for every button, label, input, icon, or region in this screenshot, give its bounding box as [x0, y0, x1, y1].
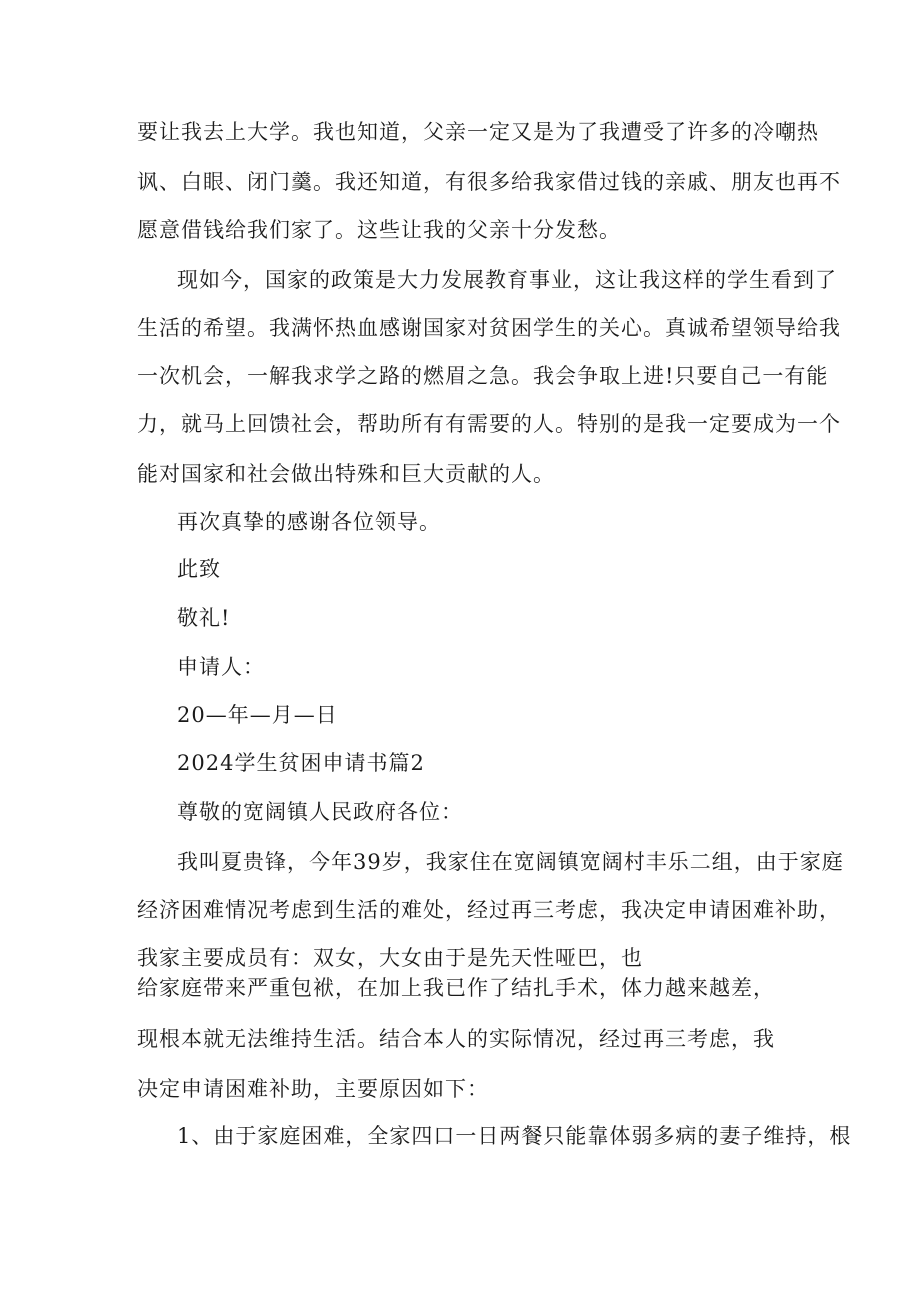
- paragraph-line: 要让我去上大学。我也知道，父亲一定又是为了我遭受了许多的冷嘲热: [137, 120, 819, 144]
- date-line: 20—年—月—日: [177, 703, 338, 727]
- paragraph-line: 一次机会，一解我求学之路的燃眉之急。我会争取上进!只要自己一有能: [137, 364, 829, 388]
- closing-jingli: 敬礼!: [177, 606, 231, 630]
- thanks-line: 再次真挚的感谢各位领导。: [177, 510, 441, 534]
- paragraph-line: 生活的希望。我满怀热血感谢国家对贫困学生的关心。真诚希望领导给我: [137, 316, 841, 340]
- paragraph-line: 决定申请困难补助，主要原因如下：: [137, 1077, 489, 1101]
- paragraph-line: 力，就马上回馈社会，帮助所有有需要的人。特别的是我一定要成为一个: [137, 412, 841, 436]
- paragraph-line: 现根本就无法维持生活。结合本人的实际情况，经过再三考虑，我: [137, 1027, 775, 1051]
- paragraph-line: 讽、白眼、闭门羹。我还知道，有很多给我家借过钱的亲戚、朋友也再不: [137, 170, 841, 194]
- paragraph-line: 经济困难情况考虑到生活的难处，经过再三考虑，我决定申请困难补助，: [137, 898, 841, 922]
- list-item-1: 1、由于家庭困难，全家四口一日两餐只能靠体弱多病的妻子维持，根: [177, 1124, 852, 1148]
- paragraph-line: 我叫夏贵锋，今年39岁，我家住在宽阔镇宽阔村丰乐二组，由于家庭: [177, 850, 844, 874]
- section-title: 2024学生贫困申请书篇2: [177, 751, 425, 775]
- paragraph-line: 愿意借钱给我们家了。这些让我的父亲十分发愁。: [137, 218, 621, 242]
- applicant-label: 申请人：: [177, 655, 265, 679]
- salutation: 尊敬的宽阔镇人民政府各位：: [177, 800, 463, 824]
- paragraph-line: 现如今，国家的政策是大力发展教育事业，这让我这样的学生看到了: [177, 268, 837, 292]
- paragraph-line: 给家庭带来严重包袱，在加上我已作了结扎手术，体力越来越差，: [137, 976, 775, 1000]
- closing-cizhi: 此致: [177, 557, 221, 581]
- paragraph-line: 能对国家和社会做出特殊和巨大贡献的人。: [137, 462, 555, 486]
- paragraph-line: 我家主要成员有：双女，大女由于是先天性哑巴，也: [137, 946, 643, 970]
